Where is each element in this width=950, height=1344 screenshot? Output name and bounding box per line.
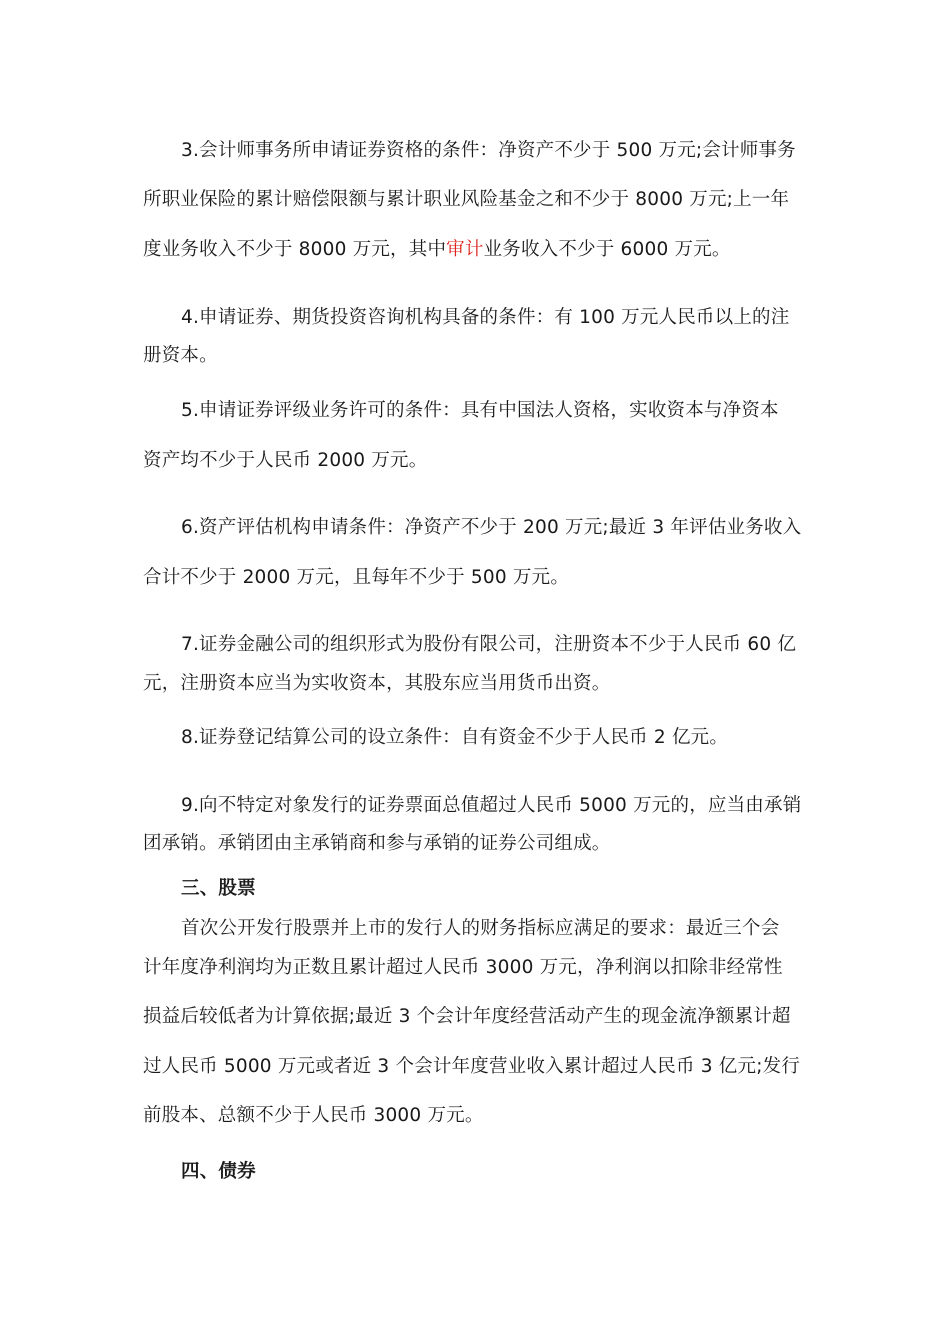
paragraph-9-line-2: 团承销。承销团由主承销商和参与承销的证券公司组成。 — [143, 833, 611, 854]
paragraph-7-line-1: 7.证券金融公司的组织形式为股份有限公司，注册资本不少于人民币 60 亿 — [181, 634, 797, 655]
audit-highlight-text: 审计 — [446, 239, 484, 260]
paragraph-8-line-1: 8.证券登记结算公司的设立条件：自有资金不少于人民币 2 亿元。 — [181, 727, 729, 748]
stock-paragraph-line-2: 计年度净利润均为正数且累计超过人民币 3000 万元，净利润以扣除非经常性 — [143, 957, 783, 978]
paragraph-6-line-1: 6.资产评估机构申请条件：净资产不少于 200 万元;最近 3 年评估业务收入 — [181, 517, 802, 538]
section-heading-bonds: 四、债券 — [181, 1161, 256, 1182]
paragraph-3-line-3-after: 业务收入不少于 6000 万元。 — [483, 239, 731, 260]
paragraph-3-line-3 — [143, 238, 731, 262]
section-heading-stocks: 三、股票 — [181, 878, 256, 899]
paragraph-3-line-3-before: 度业务收入不少于 8000 万元，其中 — [143, 239, 447, 260]
stock-paragraph-line-5: 前股本、总额不少于人民币 3000 万元。 — [143, 1105, 484, 1126]
paragraph-4-line-1: 4.申请证券、期货投资咨询机构具备的条件：有 100 万元人民币以上的注 — [181, 307, 790, 328]
paragraph-3-line-1: 3.会计师事务所申请证券资格的条件：净资产不少于 500 万元;会计师事务 — [181, 140, 796, 161]
stock-paragraph-line-1: 首次公开发行股票并上市的发行人的财务指标应满足的要求：最近三个会 — [181, 918, 780, 939]
paragraph-7-line-2: 元，注册资本应当为实收资本，其股东应当用货币出资。 — [143, 673, 611, 694]
paragraph-5-line-1: 5.申请证券评级业务许可的条件：具有中国法人资格，实收资本与净资本 — [181, 400, 779, 421]
paragraph-6-line-2: 合计不少于 2000 万元，且每年不少于 500 万元。 — [143, 567, 570, 588]
paragraph-9-line-1: 9.向不特定对象发行的证券票面总值超过人民币 5000 万元的，应当由承销 — [181, 795, 802, 816]
stock-paragraph-line-3: 损益后较低者为计算依据;最近 3 个会计年度经营活动产生的现金流净额累计超 — [143, 1006, 791, 1027]
paragraph-4-line-2: 册资本。 — [143, 345, 218, 366]
paragraph-3-line-2: 所职业保险的累计赔偿限额与累计职业风险基金之和不少于 8000 万元;上一年 — [143, 189, 790, 210]
paragraph-5-line-2: 资产均不少于人民币 2000 万元。 — [143, 450, 428, 471]
stock-paragraph-line-4: 过人民币 5000 万元或者近 3 个会计年度营业收入累计超过人民币 3 亿元;发行 — [143, 1056, 801, 1077]
